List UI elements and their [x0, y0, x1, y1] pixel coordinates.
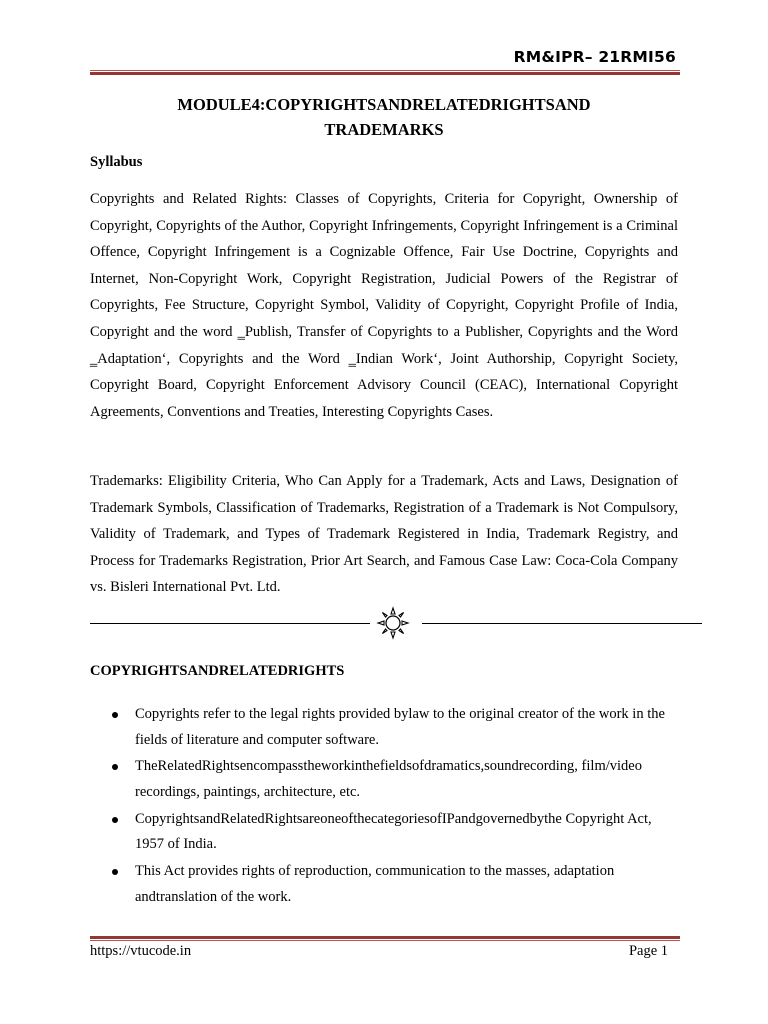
- bullet-icon: [112, 869, 118, 875]
- bullet-list: [108, 702, 678, 912]
- bullet-icon: [112, 712, 118, 718]
- section-divider: [90, 606, 702, 640]
- syllabus-trademarks-paragraph: Trademarks: Eligibility Criteria, Who Can Apply for a Trademark, Acts and Laws, Designation of Trademark Symbols, Classification of Trademarks, Registration of a Trademark is Not Compulsory, Validity of Trademark, and Types of Trademark Registered in India, Trademark Registry, and Process for Trademarks Registration, Prior Art Search, and Famous Case Law: Coca-Cola Company vs. Bisleri International Pvt. Ltd.: [90, 473, 678, 596]
- list-item: TheRelatedRightsencompasstheworkinthefieldsofdramatics,soundrecording, film/video recordings, paintings, architecture, etc.: [108, 754, 678, 805]
- section-heading: COPYRIGHTSANDRELATEDRIGHTS: [90, 663, 345, 679]
- list-item: This Act provides rights of reproduction, communication to the masses, adaptation andtranslation of the work.: [108, 859, 678, 910]
- syllabus-label: Syllabus: [90, 154, 143, 170]
- sun-icon: [376, 606, 410, 640]
- footer-rule-thick: [90, 936, 680, 939]
- module-title-line2: TRADEMARKS: [324, 120, 444, 139]
- divider-line-left: [90, 623, 370, 624]
- divider-line-right: [422, 623, 702, 624]
- bullet-icon: [112, 817, 118, 823]
- page-number: Page 1: [628, 943, 668, 959]
- module-title: [90, 92, 678, 142]
- module-title-line1: MODULE4:COPYRIGHTSANDRELATEDRIGHTSAND: [177, 95, 591, 114]
- syllabus-copyrights-paragraph: Copyrights and Related Rights: Classes of Copyrights, Criteria for Copyright, Ownership of Copyright, Copyrights of the Author, Copyright Infringements, Copyright Infringement is a Criminal Offence, Copyright Infringement is a Cognizable Offence, Fair Use Doctrine, Copyrights and Internet, Non-Copyright Work, Copyright Registration, Judicial Powers of the Registrar of Copyrights, Fee Structure, Copyright Symbol, Validity of Copyright, Copyright Profile of India, Copyright and the word ‗Publish, Transfer of Copyrights to a Publisher, Copyrights and the Word ‗Adaptation‘, Copyrights and the Word ‗Indian Work‘, Joint Authorship, Copyright Society, Copyright Board, Copyright Enforcement Advisory Council (CEAC), International Copyright Agreements, Conventions and Treaties, Interesting Copyrights Cases.: [90, 191, 678, 420]
- footer-url[interactable]: https://vtucode.in: [90, 943, 192, 959]
- bullet-icon: [112, 764, 118, 770]
- footer-rule-thin: [90, 940, 680, 941]
- list-item: CopyrightsandRelatedRightsareoneofthecategoriesofIPandgovernedbythe Copyright Act, 1957 of India.: [108, 807, 678, 858]
- list-item: Copyrights refer to the legal rights provided bylaw to the original creator of the work in the fields of literature and computer software.: [108, 702, 678, 753]
- course-code: RM&IPR– 21RMI56: [513, 48, 676, 66]
- header-rule-thick: [90, 72, 680, 75]
- header-rule-thin: [90, 70, 680, 71]
